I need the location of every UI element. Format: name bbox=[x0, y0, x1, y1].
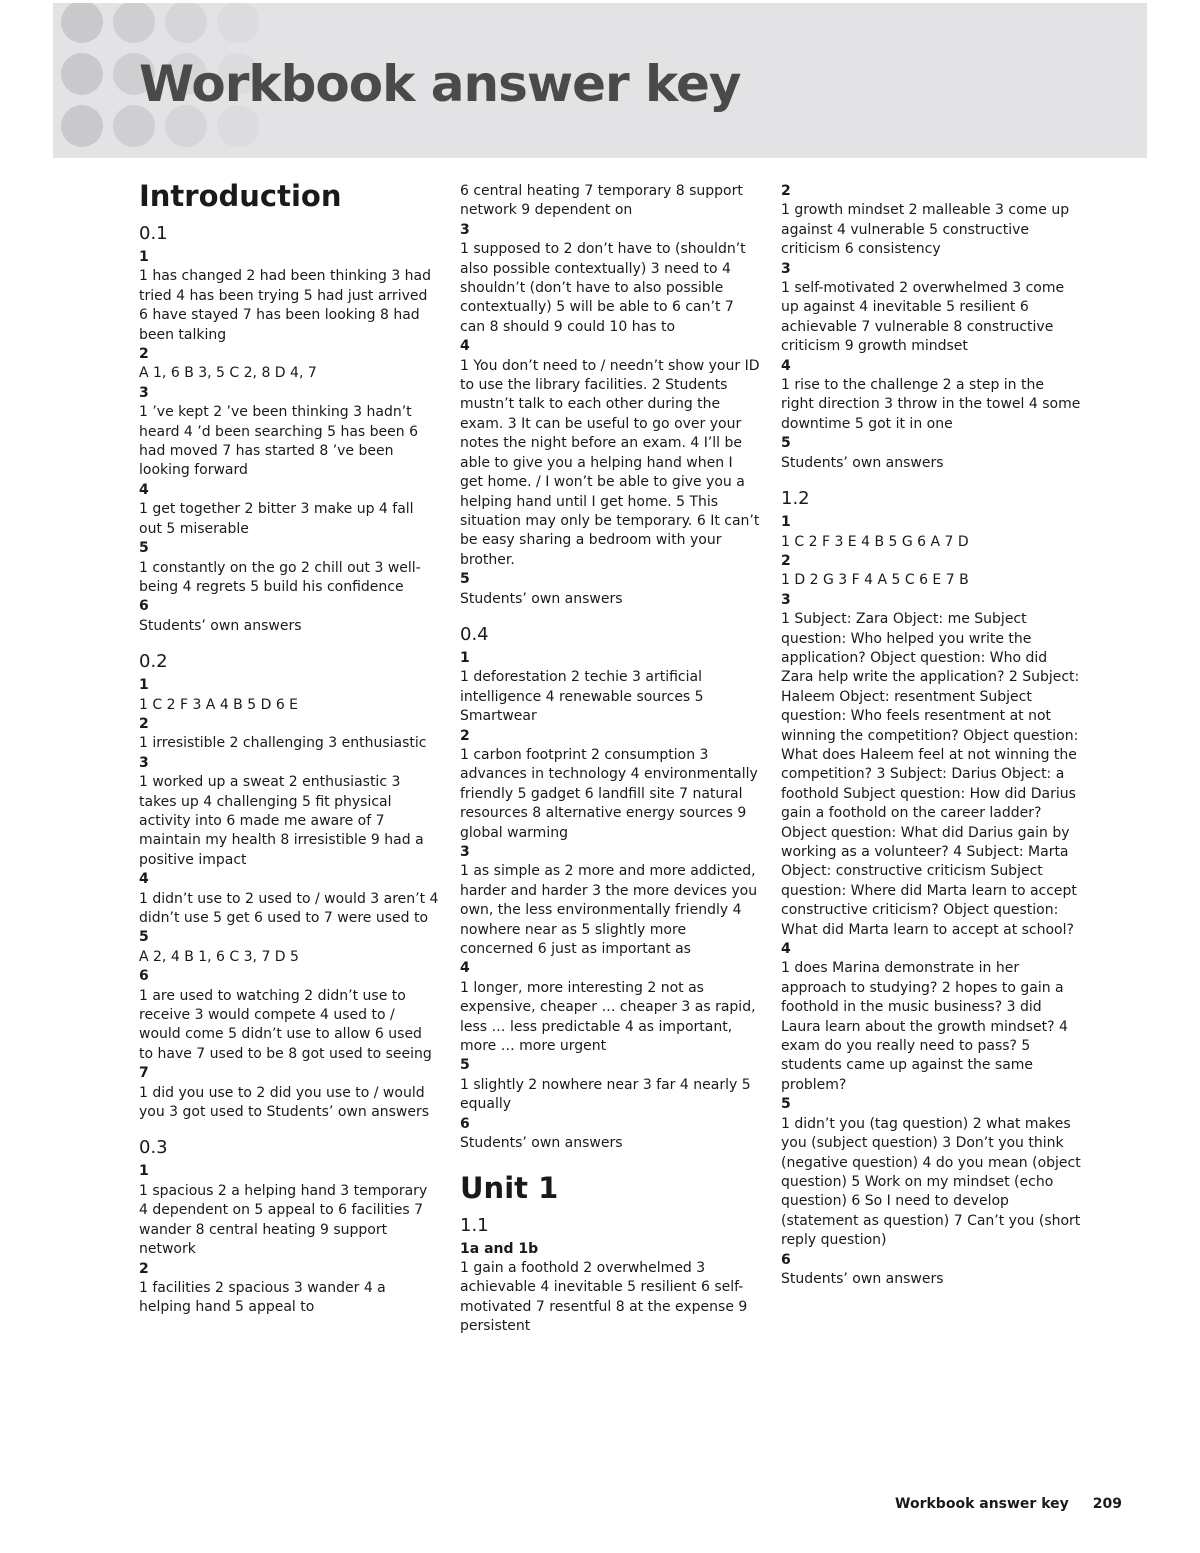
exercise bbox=[139, 345, 439, 384]
exercise bbox=[139, 928, 439, 967]
exercise-number: 6 bbox=[139, 598, 149, 615]
exercise bbox=[460, 182, 760, 221]
page-title: Workbook answer key bbox=[139, 55, 741, 113]
exercise-answers: Students’ own answers bbox=[781, 1270, 944, 1287]
exercise bbox=[460, 337, 760, 570]
exercise-number: 4 bbox=[781, 941, 791, 958]
header-banner bbox=[53, 3, 1147, 158]
exercise bbox=[781, 1251, 1081, 1290]
page-number: 209 bbox=[1092, 1496, 1122, 1512]
exercise-answers: 6 central heating 7 temporary 8 support network 9 dependent on bbox=[460, 183, 743, 219]
exercise-number: 3 bbox=[781, 260, 791, 277]
exercise bbox=[139, 248, 439, 345]
exercise-answers: 1 growth mindset 2 malleable 3 come up against 4 vulnerable 5 constructive criticism 6 consistency bbox=[781, 202, 1070, 258]
exercise-answers: 1 facilities 2 spacious 3 wander 4 a helping hand 5 appeal to bbox=[139, 1279, 386, 1316]
exercise-answers: 1 deforestation 2 techie 3 artificial intelligence 4 renewable sources 5 Smartwear bbox=[460, 669, 704, 725]
exercise-answers: 1 longer, more interesting 2 not as expensive, cheaper … cheaper 3 as rapid, less … less predictable 4 as important, more … more urgent bbox=[460, 979, 756, 1055]
exercise-number: 5 bbox=[460, 1057, 470, 1074]
section-heading: 0.1 bbox=[139, 223, 168, 244]
page-footer bbox=[895, 1496, 1122, 1512]
decorative-dot bbox=[61, 105, 103, 147]
exercise-number: 1a and 1b bbox=[460, 1240, 539, 1257]
exercise-number: 3 bbox=[781, 591, 791, 608]
exercise-answers: 1 does Marina demonstrate in her approach to studying? 2 hopes to gain a foothold in the music business? 3 did Laura learn about the growth mindset? 4 exam do you really need to pass? 5 students came up against the same problem? bbox=[781, 960, 1068, 1093]
exercise bbox=[139, 1260, 439, 1318]
exercise-number: 2 bbox=[139, 1260, 149, 1277]
exercise-answers: 1 carbon footprint 2 consumption 3 advances in technology 4 environmentally friendly 5 gadget 6 landfill site 7 natural resources 8 alternative energy sources 9 global warming bbox=[460, 746, 758, 841]
exercise bbox=[781, 434, 1081, 473]
exercise-number: 4 bbox=[460, 338, 470, 355]
section-heading: 0.3 bbox=[139, 1137, 168, 1159]
exercise-number: 7 bbox=[139, 1065, 149, 1082]
exercise-number: 6 bbox=[781, 1251, 791, 1268]
section-heading: 1.1 bbox=[460, 1214, 489, 1236]
exercise-answers: 1 You don’t need to / needn’t show your ID to use the library facilities. 2 Students mustn’t talk to each other during the exam. 3 It can be useful to go over your notes the night before an exam. 4 I’ll be able to give you a helping hand when I get home. / I won’t be able to give you a helping hand until I get home. 5 This situation may only be temporary. 6 It can’t be easy sharing a bedroom with your brother. bbox=[460, 357, 760, 568]
decorative-dot bbox=[61, 3, 103, 43]
exercise-number: 2 bbox=[781, 552, 791, 569]
exercise bbox=[781, 552, 1081, 591]
decorative-dot bbox=[165, 3, 207, 43]
exercise bbox=[139, 481, 439, 539]
decorative-dot bbox=[217, 3, 259, 43]
exercise bbox=[460, 649, 760, 727]
exercise-number: 6 bbox=[139, 968, 149, 985]
exercise-answers: A 2, 4 B 1, 6 C 3, 7 D 5 bbox=[139, 948, 299, 965]
exercise-number: 3 bbox=[139, 384, 149, 401]
exercise-answers: Students’ own answers bbox=[460, 590, 623, 607]
unit-heading: Introduction bbox=[139, 179, 342, 213]
exercise-answers: 1 D 2 G 3 F 4 A 5 C 6 E 7 B bbox=[781, 572, 969, 589]
exercise bbox=[460, 843, 760, 959]
section-heading: 1.2 bbox=[781, 488, 810, 510]
exercise-number: 4 bbox=[139, 481, 149, 498]
exercise-number: 3 bbox=[460, 221, 470, 238]
exercise bbox=[460, 570, 760, 609]
exercise-number: 6 bbox=[460, 1115, 470, 1132]
exercise bbox=[460, 1240, 760, 1337]
section-heading: 0.2 bbox=[139, 651, 168, 673]
exercise bbox=[139, 967, 439, 1064]
exercise-answers: 1 didn’t you (tag question) 2 what makes you (subject question) 3 Don’t you think (negative question) 4 do you mean (object question) 5 Work on my mindset (echo question) 6 So I need to develop (statement as question) 7 Can’t you (short reply question) bbox=[781, 1115, 1081, 1249]
exercise bbox=[139, 715, 439, 754]
exercise-answers: 1 self-motivated 2 overwhelmed 3 come up against 4 inevitable 5 resilient 6 achievable 7 vulnerable 8 constructive criticism 9 growth mindset bbox=[781, 280, 1065, 355]
exercise-answers: 1 get together 2 bitter 3 make up 4 fall out 5 miserable bbox=[139, 501, 414, 537]
exercise bbox=[139, 539, 439, 597]
exercise bbox=[139, 1162, 439, 1259]
exercise-answers: 1 are used to watching 2 didn’t use to receive 3 would compete 4 used to / would come 5 didn’t use to allow 6 used to have 7 used to be 8 got used to seeing bbox=[139, 987, 432, 1062]
exercise-answers: 1 constantly on the go 2 chill out 3 well-being 4 regrets 5 build his confidence bbox=[139, 559, 421, 595]
exercise bbox=[781, 591, 1081, 940]
exercise bbox=[139, 1064, 439, 1122]
decorative-dot bbox=[113, 3, 155, 43]
exercise bbox=[139, 676, 439, 715]
column-2 bbox=[460, 182, 760, 1337]
exercise-answers: 1 has changed 2 had been thinking 3 had tried 4 has been trying 5 had just arrived 6 have stayed 7 has been looking 8 had been talking bbox=[139, 268, 432, 343]
exercise-number: 4 bbox=[460, 960, 470, 977]
exercise-number: 4 bbox=[781, 357, 791, 374]
exercise-answers: 1 supposed to 2 don’t have to (shouldn’t also possible contextually) 3 need to 4 shouldn’t (don’t have to also possible contextually) 5 will be able to 6 can’t 7 can 8 should 9 could 10 has to bbox=[460, 241, 746, 335]
exercise-answers: A 1, 6 B 3, 5 C 2, 8 D 4, 7 bbox=[139, 365, 317, 382]
exercise bbox=[460, 1056, 760, 1114]
exercise bbox=[781, 260, 1081, 357]
exercise-number: 5 bbox=[781, 1096, 791, 1113]
exercise-answers: 1 worked up a sweat 2 enthusiastic 3 takes up 4 challenging 5 fit physical activity into 6 made me aware of 7 maintain my health 8 irresistible 9 had a positive impact bbox=[139, 774, 424, 868]
exercise-number: 2 bbox=[781, 183, 791, 199]
exercise bbox=[139, 597, 439, 636]
exercise-answers: Students’ own answers bbox=[781, 454, 944, 471]
exercise-answers: 1 ’ve kept 2 ’ve been thinking 3 hadn’t heard 4 ’d been searching 5 has been 6 had moved 7 has started 8 ’ve been looking forward bbox=[139, 404, 418, 479]
exercise-answers: 1 as simple as 2 more and more addicted, harder and harder 3 the more devices you own, the less environmentally friendly 4 nowhere near as 5 slightly more concerned 6 just as important as bbox=[460, 863, 758, 958]
exercise bbox=[781, 182, 1081, 260]
exercise bbox=[781, 1095, 1081, 1250]
section-heading: 0.4 bbox=[460, 623, 489, 645]
exercise-number: 5 bbox=[139, 929, 149, 946]
exercise-number: 1 bbox=[139, 1163, 149, 1180]
exercise-answers: 1 gain a foothold 2 overwhelmed 3 achievable 4 inevitable 5 resilient 6 self-motivated 7 resentful 8 at the expense 9 persistent bbox=[460, 1259, 748, 1335]
exercise-answers: 1 irresistible 2 challenging 3 enthusiastic bbox=[139, 735, 427, 752]
exercise-number: 2 bbox=[460, 727, 470, 744]
decorative-dot bbox=[61, 53, 103, 95]
exercise-number: 4 bbox=[139, 871, 149, 888]
exercise bbox=[781, 940, 1081, 1095]
exercise bbox=[139, 384, 439, 481]
exercise bbox=[781, 513, 1081, 552]
exercise-number: 1 bbox=[139, 677, 149, 694]
exercise-answers: 1 C 2 F 3 A 4 B 5 D 6 E bbox=[139, 696, 299, 713]
exercise bbox=[460, 959, 760, 1056]
exercise-number: 1 bbox=[781, 514, 791, 531]
exercise-number: 2 bbox=[139, 346, 149, 363]
exercise bbox=[139, 754, 439, 870]
exercise-answers: 1 did you use to 2 did you use to / would you 3 got used to Students’ own answers bbox=[139, 1084, 430, 1121]
exercise-answers: 1 spacious 2 a helping hand 3 temporary 4 dependent on 5 appeal to 6 facilities 7 wander 8 central heating 9 support network bbox=[139, 1182, 428, 1258]
exercise bbox=[460, 1115, 760, 1154]
exercise-answers: 1 didn’t use to 2 used to / would 3 aren’t 4 didn’t use 5 get 6 used to 7 were used to bbox=[139, 890, 439, 926]
column-1 bbox=[139, 178, 439, 1318]
exercise-number: 5 bbox=[139, 540, 149, 557]
exercise-answers: 1 C 2 F 3 E 4 B 5 G 6 A 7 D bbox=[781, 533, 969, 550]
exercise-answers: Students’ own answers bbox=[460, 1135, 623, 1152]
exercise-number: 1 bbox=[139, 249, 149, 265]
column-3 bbox=[781, 182, 1081, 1289]
exercise bbox=[139, 870, 439, 928]
unit-heading: Unit 1 bbox=[460, 1170, 559, 1205]
exercise-number: 2 bbox=[139, 715, 149, 732]
exercise-answers: 1 slightly 2 nowhere near 3 far 4 nearly 5 equally bbox=[460, 1076, 751, 1113]
exercise bbox=[781, 357, 1081, 435]
exercise-number: 5 bbox=[460, 571, 470, 588]
exercise-answers: 1 Subject: Zara Object: me Subject question: Who helped you write the application? Object question: Who did Zara help write the application? 2 Subject: Haleem Object: resentment Subject question: Who feels resentment at not winning the competition? Object question: What does Haleem feel at not winning the competition? 3 Subject: Darius Object: a foothold Subject question: How did Darius gain a foothold on the career ladder? Object question: What did Darius gain by working as a volunteer? 4 Subject: Marta Object: constructive criticism Subject question: Where did Marta learn to accept constructive criticism? Object question: What did Marta learn to accept at school? bbox=[781, 611, 1080, 938]
exercise bbox=[460, 221, 760, 337]
exercise-number: 1 bbox=[460, 649, 470, 666]
exercise-answers: Students’ own answers bbox=[139, 617, 302, 634]
exercise-number: 5 bbox=[781, 435, 791, 452]
exercise-number: 3 bbox=[460, 844, 470, 860]
exercise-number: 3 bbox=[139, 754, 149, 771]
exercise-answers: 1 rise to the challenge 2 a step in the right direction 3 throw in the towel 4 some downtime 5 got it in one bbox=[781, 377, 1081, 432]
footer-label: Workbook answer key bbox=[895, 1496, 1069, 1512]
exercise bbox=[460, 727, 760, 843]
